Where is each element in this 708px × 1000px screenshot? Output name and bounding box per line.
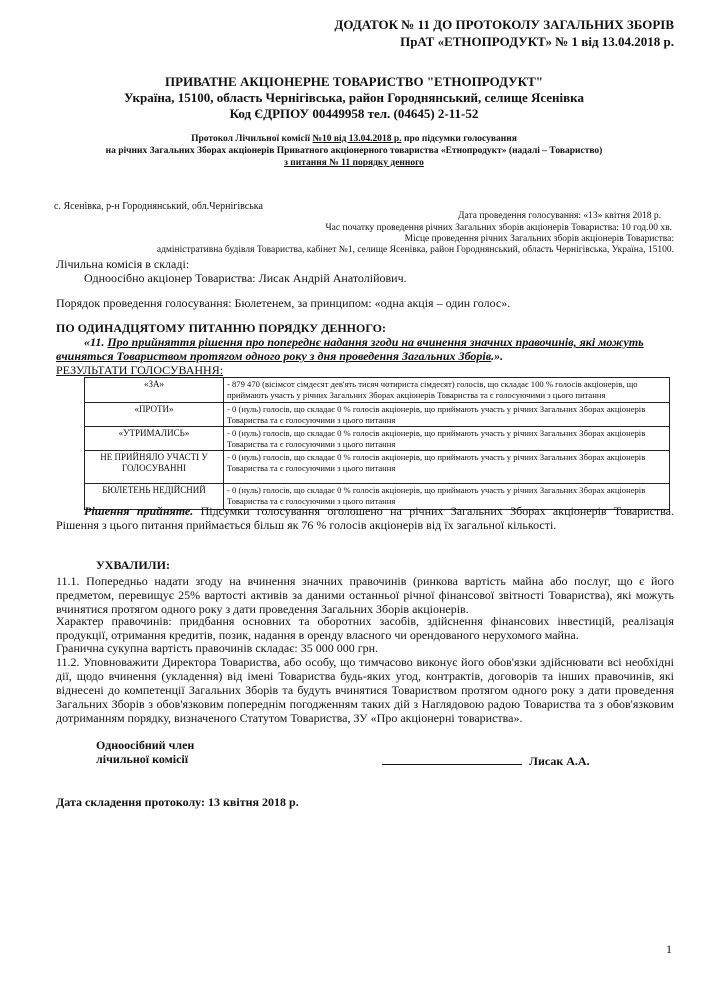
- row-text: - 0 (нуль) голосів, що складає 0 % голосів акціонерів, що приймають участь у річних Загальних Зборах акціонерів Товариства та є голосуючими з цього питання: [224, 427, 670, 451]
- results-row-for: [85, 378, 670, 403]
- results-row-abstained: [85, 427, 670, 451]
- question-prefix: «11.: [84, 335, 108, 349]
- protocol-title-prefix: Протокол Лічильної комісії: [191, 134, 313, 144]
- voting-procedure: Порядок проведення голосування: Бюлетенем, за принципом: «одна акція – один голос».: [56, 296, 511, 310]
- resolved-item-1: 11.1. Попередньо надати згоду на вчинення значних правочинів (ринкова вартість майна або послуг, що є його предметом, перевищує 25% вартості активів за даними останньої річної фінансової звітності Товариства), які можуть вчинятися протягом одного року з дати проведення Загальних Зборів акціонерів.: [56, 574, 674, 616]
- company-name: ПРИВАТНЕ АКЦІОНЕРНЕ ТОВАРИСТВО "ЕТНОПРОДУКТ": [165, 74, 543, 89]
- protocol-title-suffix: про підсумки голосування: [401, 134, 517, 144]
- signature-block: [382, 752, 590, 768]
- agenda-question-line2: [56, 349, 503, 363]
- row-text: - 879 470 (вісімсот сімдесят дев'ять тисяч чотириста сімдесят) голосів, що складає 100 % голосів акціонерів, що приймають участь у річних Загальних Зборах акціонерів Товариства та є голосуючими з цього питання: [224, 378, 670, 403]
- protocol-question-ref: з питання № 11 порядку денного: [284, 158, 424, 168]
- page-number: 1: [666, 942, 672, 956]
- company-address: Україна, 15100, область Чернігівська, район Городнянський, селище Ясенівка: [124, 90, 584, 105]
- results-row-not-participated: [85, 451, 670, 484]
- vote-date: Дата проведення голосування: «13» квітня 2018 р.: [458, 211, 661, 221]
- decision-label: Рішення прийняте.: [84, 504, 194, 518]
- venue: адміністративна будівля Товариства, кабінет №1, селище Ясенівка, район Городнянський, область Чернігівська, Україна, 15100.: [156, 245, 674, 255]
- row-text: - 0 (нуль) голосів, що складає 0 % голосів акціонерів, що приймають участь у річних Загальних Зборах акціонерів Товариства та є голосуючими з цього питання: [224, 403, 670, 427]
- results-row-against: [85, 403, 670, 427]
- resolved-limit: Гранична сукупна вартість правочинів складає: 35 000 000 грн.: [56, 641, 379, 655]
- annex-title: ДОДАТОК № 11 ДО ПРОТОКОЛУ ЗАГАЛЬНИХ ЗБОРІВ: [334, 17, 674, 32]
- row-label: БЮЛЕТЕНЬ НЕДІЙСНИЙ: [85, 484, 224, 510]
- agenda-heading: ПО ОДИНАДЦЯТОМУ ПИТАННЮ ПОРЯДКУ ДЕННОГО:: [56, 321, 386, 335]
- question-suffix: .».: [491, 349, 504, 363]
- place: с. Ясенівка, р-н Городнянський, обл.Чернігівська: [54, 201, 263, 212]
- resolved-character: Характер правочинів: придбання основних та оборотних засобів, здійснення фінансових інвестицій, реалізація продукції, отримання кредитів, позик, надання в оренду власного чи орендованого нерухомого майна.: [56, 614, 674, 642]
- row-text: - 0 (нуль) голосів, що складає 0 % голосів акціонерів, що приймають участь у річних Загальних Зборах акціонерів Товариства та є голосуючими з цього питання: [224, 451, 670, 484]
- decision-text: Підсумки голосування оголошено на річних Загальних Зборах акціонерів Товариства. Рішення з цього питання приймається більш як 76 % голосів акціонерів від їх загальної кількості.: [56, 504, 675, 532]
- start-time: Час початку проведення річних Загальних зборів акціонерів Товариства: 10 год.00 хв.: [325, 223, 672, 233]
- row-label: НЕ ПРИЙНЯЛО УЧАСТІ У ГОЛОСУВАННІ: [85, 451, 224, 484]
- venue-label: Місце проведення річних Загальних зборів акціонерів Товариства:: [404, 234, 674, 244]
- results-table: [84, 377, 670, 510]
- row-label: «ЗА»: [85, 378, 224, 403]
- company-code: Код ЄДРПОУ 00449958 тел. (04645) 2-11-52: [229, 106, 479, 121]
- agenda-question-line1: [84, 335, 676, 349]
- question-text-1: Про прийняття рішення про попереднє надання згоди на вчинення значних правочинів, які можуть: [107, 335, 644, 349]
- commission-label: Лічильна комісія в складі:: [56, 257, 190, 271]
- signer-name: Лисак А.А.: [529, 754, 590, 768]
- resolved-item-2: 11.2. Уповноважити Директора Товариства, або особу, що тимчасово виконує його обов'язки здійснювати всі необхідні дії, щодо вчинення (укладення) від імені Товариства будь-яких угод, контрактів, договорів та інших правочинів, які віднесені до компетенції Загальних Зборів та будуть вчинятися Товариством протягом одного року з дати проведення Загальних Зборів з обов'язковим попереднім погодженням таких дій з Наглядовою радою Товариства та з обов'язковим дотриманням порядку, визначеного Статутом Товариства, ЗУ «Про акціонерні товариства».: [56, 655, 674, 725]
- annex-subtitle: ПрАТ «ЕТНОПРОДУКТ» № 1 від 13.04.2018 р.: [400, 34, 674, 49]
- protocol-date: Дата складення протоколу: 13 квітня 2018 р.: [56, 795, 299, 809]
- resolved-heading: УХВАЛИЛИ:: [96, 558, 170, 572]
- results-label: РЕЗУЛЬТАТИ ГОЛОСУВАННЯ:: [56, 363, 224, 377]
- signature-line: [382, 752, 522, 765]
- protocol-subtitle: на річних Загальних Зборах акціонерів Приватного акціонерного товариства «Етнопродукт» (надалі – Товариство): [105, 146, 603, 156]
- row-label: «ПРОТИ»: [85, 403, 224, 427]
- signer-role-line2: лічильної комісії: [96, 752, 189, 766]
- row-label: «УТРИМАЛИСЬ»: [85, 427, 224, 451]
- commission-member: Одноосібно акціонер Товариства: Лисак Андрій Анатолійович.: [84, 271, 407, 285]
- row-text: - 0 (нуль) голосів, що складає 0 % голосів акціонерів, що приймають участь у річних Загальних Зборах акціонерів Товариства та є голосуючими з цього питання: [224, 484, 670, 510]
- protocol-number: №10 від 13.04.2018 р.: [312, 134, 402, 144]
- question-text-2: вчиняться Товариством протягом одного року з дня проведення Загальних Зборів: [56, 349, 492, 363]
- signer-role-line1: Одноосібний член: [96, 738, 195, 752]
- decision: [56, 504, 674, 532]
- protocol-title: [0, 134, 708, 146]
